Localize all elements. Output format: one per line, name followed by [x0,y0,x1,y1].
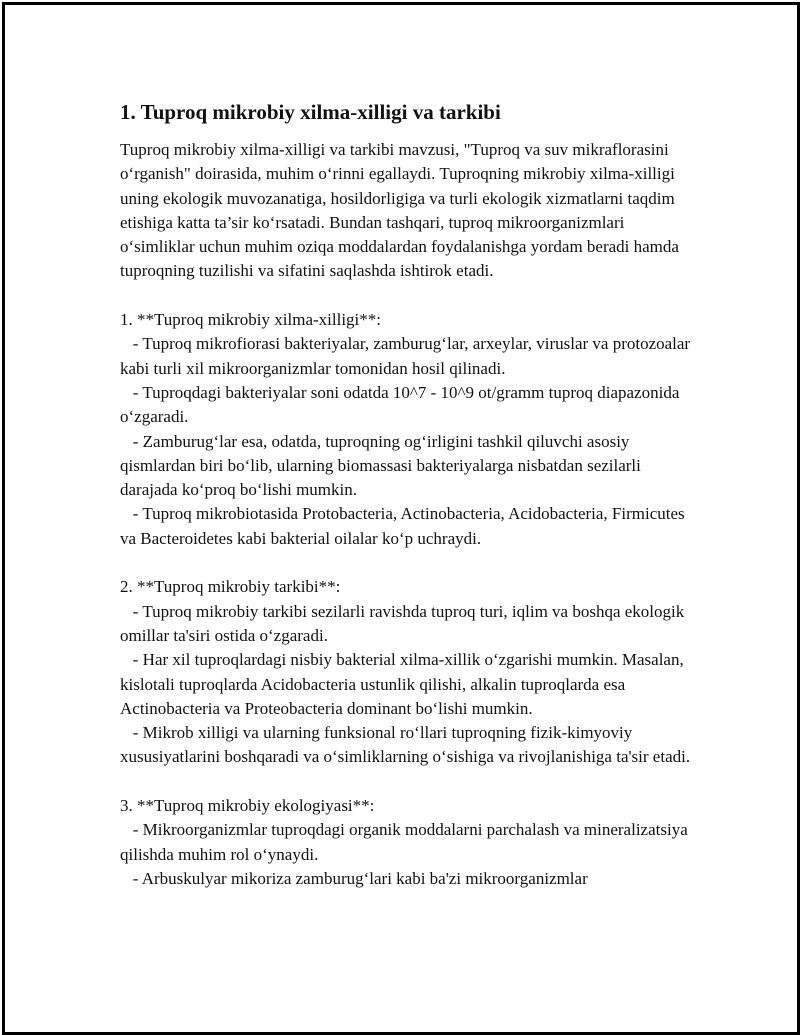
list-item: - Tuproqdagi bakteriyalar soni odatda 10^7 - 10^9 ot/gramm tuproq diapazonida o‘zgaradi. [120,382,684,427]
subsection-diversity [120,308,700,551]
list-item: - Mikrob xilligi va ularning funksional ro‘llari tuproqning fizik-kimyoviy xususiyatlarini boshqaradi va o‘simliklarning o‘sishiga va rivojlanishiga ta'sir etadi. [120,723,691,767]
subsection-title: 3. **Tuproq mikrobiy ekologiyasi**: [120,796,375,816]
list-item: - Tuproq mikrofiorasi bakteriyalar, zamburug‘lar, arxeylar, viruslar va protozoalar kabi turli xil mikroorganizmlar tomonidan hosil qilinadi. [120,334,695,378]
subsection-title: 1. **Tuproq mikrobiy xilma-xilligi**: [120,310,381,330]
list-item: - Arbuskulyar mikoriza zamburug‘lari kabi ba'zi mikroorganizmlar [132,868,588,888]
subsection-ecology [120,794,700,891]
list-item: - Har xil tuproqlardagi nisbiy bakterial xilma-xillik o‘zgarishi mumkin. Masalan, kislotali tuproqlarda Acidobacteria ustunlik qilishi, alkalin tuproqlarda esa Actinobacteria va Proteobacteria dominant bo‘lishi mumkin. [120,650,688,718]
section-heading: 1. Tuproq mikrobiy xilma-xilligi va tarkibi [120,100,501,124]
list-item: - Zamburug‘lar esa, odatda, tuproqning og‘irligini tashkil qiluvchi asosiy qismlardan biri bo‘lib, ularning biomassasi bakteriyalarga nisbatdan sezilarli darajada ko‘proq bo‘lishi mumkin. [120,431,646,500]
list-item: - Mikroorganizmlar tuproqdagi organik moddalarni parchalash va mineralizatsiya qilishda muhim rol o‘ynaydi. [120,820,692,864]
spacer [120,770,700,794]
document-body [120,98,700,891]
spacer [120,551,700,575]
list-item: - Tuproq mikrobiy tarkibi sezilarli ravishda tuproq turi, iqlim va boshqa ekologik omillar ta'siri ostida o‘zgaradi. [120,601,689,645]
list-item: - Tuproq mikrobiotasida Protobacteria, Actinobacteria, Acidobacteria, Firmicutes va Bacteroidetes kabi bakterial oilalar ko‘p uchraydi. [120,504,689,548]
intro-paragraph: Tuproq mikrobiy xilma-xilligi va tarkibi mavzusi, "Tuproq va suv mikraflorasini o‘rganish" doirasida, muhim o‘rinni egallaydi. Tuproqning mikrobiy xilma-xilligi uning ekologik muvozanatiga, hosildorligiga va turli ekologik xizmatlarni taqdim etishiga katta ta’sir ko‘rsatadi. Bundan tashqari, tuproq mikroorganizmlari o‘simliklar uchun muhim oziqa moddalardan foydalanishga yordam beradi hamda tuproqning tuzilishi va sifatini saqlashda ishtirok etadi. [120,140,679,281]
spacer [120,284,700,308]
subsection-composition [120,575,700,769]
subsection-title: 2. **Tuproq mikrobiy tarkibi**: [120,577,341,597]
page-frame [2,2,800,1035]
